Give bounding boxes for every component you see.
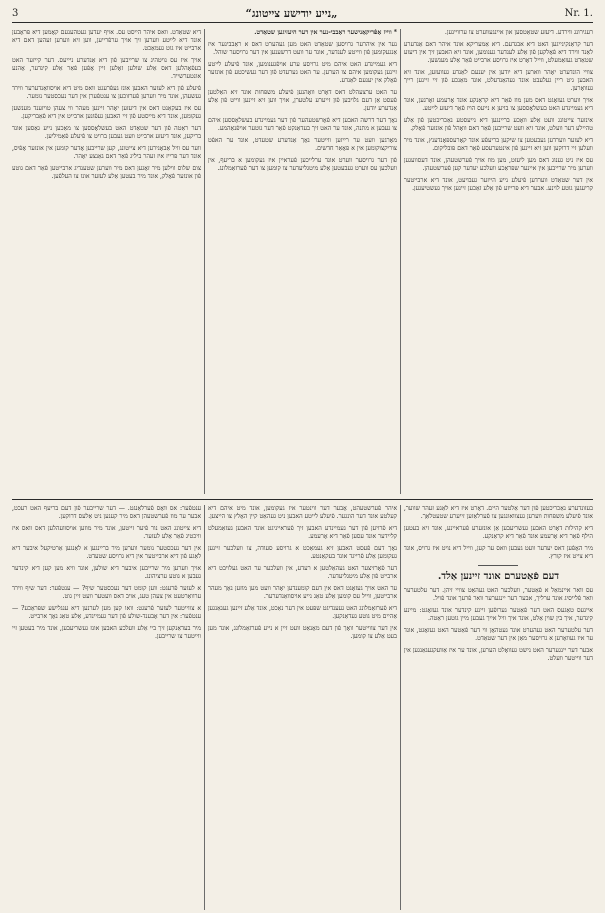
paragraph: איינעס טאַגעס האט דער פֿאַטער גערופֿען זיינע קינדער אונד געזאָגט: מיינע קינדער, איך בין שוין אַלט, אונד איך וויל אייך געבען מיין גוטען ראַטה. <box>403 607 593 622</box>
paragraph: דיא לעזער ווערדען געבעטען צו שיקען בריעפֿע אונד קאָרעספּאָנדענץ, אונד מיר וועלען זיי דרוקען ווען זיא זיינען פֿון אינטערעסע פֿאַר דאם פּובליקום. <box>403 137 593 152</box>
paragraph: ער האט אויך געזאָגט דאס אין דעם קומענדען יאָהר וועט מען מוזען נאָך מעהר ארבייטען, ווייל עס קומען אַלע טאַג נייע אויסוואַנדערער. <box>207 585 398 600</box>
paragraph: אין דער שטאַדט ווערדען פֿיעלע נייע הייזער געבויעט, אונד דיא ארבייטער קריעגען גוטע לוינע. אבער דיא פּרייזע פֿון אַלע זאַכען זיינען אויך געשטיעגען. <box>403 177 593 192</box>
paragraph: צוויי הונדערט יאָהר ווארען דיא יודען אין יענעם לאַנדע געוועזען, אונד זיא האבען גיט ריין געלעבט אונד געהאַנדעלט, אונד מאַנכע פֿון זיי זיינען רייך געוואָרען. <box>403 69 593 92</box>
paragraph: אין דער צווייטער וואָך פֿון דעם מאָנאַט וועט זיין א נייע פֿערזאַמלונג, אונד מען בעט אַלע צו קומען. <box>207 625 398 640</box>
paragraph: מיר בעדאַנקען זיך ביי אַלע וועלכע האבען אונז געשריעבען, אונד מיר בעטען זיי ווייטער צו שרייבען. <box>12 625 202 640</box>
upper-column-left <box>12 29 201 494</box>
lower-section <box>12 505 593 910</box>
article-lead: * ווייז אַפֿריקאַנישער ראַבבי-נער אין דער היעזיגען שטאַדט. <box>254 29 398 36</box>
column-divider <box>201 505 208 910</box>
paragraph: דיא געמיינדע האט איהם מיט גרויסע ערע אויפֿגענומען, אונד פֿיעלע לייטע זיינען געקומען איהם צו הערען. ער האט גערעדט פֿון דער געשיכטע פֿון אונזער פֿאָלק אין יענעם לאַנדע. <box>207 61 398 84</box>
paragraph: רעגירונג ווירדע. דיעזע שטאַטסען און איינגעווערט צו ערוויינען. <box>444 29 593 36</box>
paragraph: אויך איז עס נויטהיג צו שרייבען פֿון דיא אַנדערע ניייעס. דער קייזער האט בעפֿאָהלען דאס אַלע שולען זאָלען זיין אָפֿען פֿאַר אַלע קינדער, אָהנע אונטערשייד. <box>12 57 202 80</box>
column-divider <box>397 29 404 494</box>
paragraph: עס איז בעקאַנט דאס אין דיעזען יאָהר זיינען מעהר ווי צעהן טויזענד מענשען געקומען, אונד דיא מייסטע פֿון זיי האבען געפֿונען ארבייט אין דיא פֿאַבריקען. <box>12 105 202 120</box>
paragraph: פֿיעלע פֿון דיא לעזער האבען אונז געפֿרעגט וואס מיט דיא אויסוואַנדערער ווירד געשעהן, אונד מיר ווערען פֿערזוכען צו ענטפֿערן אין דער נעכסטער נומער. <box>12 85 202 100</box>
paragraph: א צווייטער לעזער פֿרעגט: וואו קען מען לערנען דיא ענגלישע שפּראַכע? — ענטפֿער: אין דער אָבענד-שולע פֿון דער געמיינדע, אַלע טאַג נאָך ארבייט. <box>12 605 202 620</box>
page-number: 3 <box>12 8 19 19</box>
column-divider <box>201 29 208 494</box>
paragraph: אבער דער יינגערער האט נישט געוואָלט הערען, אונד ער איז אַוועקגעגאַנגען אין דער ווייטער וועלט. <box>403 647 593 662</box>
lower-column-middle <box>208 505 397 910</box>
paragraph: איהר פֿערשטעהט, אָבער דער ווינטער איז געקומען, אונד מיט איהם דיא קעלטע אונד דער הונגער. פֿיעלע לייטע האבען ניט געהאַט קיין האָלץ צו הייצען. <box>207 505 398 520</box>
paragraph: אינזער צייטונג וועט אַלע וואָכע בריינגען דיא נייעסטע נאַכריכטען פֿון אַלע טהיילע דער וועלט, אונד זיא וועט שרייבען פֿאַר דאם וואָהל פֿון אונזער פֿאָלק. <box>403 117 593 132</box>
paragraph: דיא שטאַדט. וואס איהר הייסט עס. אויף יעדען געטהענעם קאָמען דיא פּראָבען אונד דיא לייטע ווערען זיך אויך ערפֿרייען, ווען זיא ווערען זעהען דאם דיא ארבייט איז גוט געמאַכט. <box>12 29 202 52</box>
paragraph: מאָרגען וועט ער רייזען ווייטער נאָך אַנדערע שטעדט, אונד ער האפֿט צוריקצוקומען אין א פּאָאַר חדשים. <box>207 137 398 152</box>
paragraph: דער עלטערער האט געהערט אונד געטהאָן ווי דער פֿאַטער האט געזאָגט, אונד ער איז געוואָרען א גרויסער מאַן אין דער שטאַדט. <box>403 627 593 642</box>
lower-column-left <box>12 505 201 910</box>
upper-column-middle <box>208 29 397 494</box>
upper-column-right <box>404 29 593 494</box>
article-heading: דעם פֿאַטערם אונד זיינען אַלד. <box>437 571 560 582</box>
paragraph: מיר האָפֿען דאס יעדער וועט געבען וואס ער קען, ווייל דיא נויט איז גרויס, אונד דיא צייט איז קורץ. <box>403 545 593 560</box>
paragraph: דער קראַנקינייגען האט דיא אבגדעם. דיא אַמעריקא אונד איהר דאם אַנדערע לאַנד ווירד דיא פֿאָלקען פֿון אַלע לענדער גענומען, אונד זיא האבען זיך אין דיעזע שטאַדט געזאַמעלט, ווייל דאָרט איז גרויסע ארבייט פֿאַר אַלע מענשען. <box>403 41 593 64</box>
page-header <box>12 6 593 23</box>
paragraph: בעזונדערע נאַכריכטען פֿון דער אַלטער היים. דאָרט איז דיא לאַגע זעהר שווער, אונד פֿיעלע משפּחות ווערען געצוואונגען צו פֿערלאַזען זייערע שטעטלאַך. <box>403 505 593 520</box>
paragraph: ענטפֿער: אס וואָס פֿערלאַנגט. — דער שרייבער פֿון דעם בריעף האט רעכט, אבער ער מוז פֿערשטעהן דאס מיר קענען ניט אַלעס דרוקען. <box>12 505 202 520</box>
paragraph: דיא פֿערזאַמלונג האט געענדיגט שפּעט אין דער נאַכט, אונד אַלע זיינען געגאַנגען אַהיים מיט גוטע געדאַנקען. <box>207 605 398 620</box>
paragraph: דיא קהילות דאָרט האבען געשריעבען אַן אונזערע פֿעראיינע, אונד זיא בעטען הילף פֿאַר דיא אָרעמע אונד פֿאַר דיא קראַנקע. <box>403 525 593 540</box>
column-divider <box>397 505 404 910</box>
upper-section <box>12 29 593 494</box>
newspaper-title: „נייע יודישע צייטונג“ <box>245 7 338 20</box>
paragraph: א לעזער פֿרעגט: ווען קומט דער נעכסטער שיף? — ענטפֿער: דער שיף ווירד ערוואַרטעט אין צעהן טעג, אויב דאס וועטער וועט זיין גוט. <box>12 585 202 600</box>
paragraph: אויך ווערען מיר שרייבען איבער דיא שולען, אונד וויא מען קען דיא קינדער געבען א גוטע ערציהונג. <box>12 565 202 580</box>
paragraph: דער פֿאָרזיצער האט געהאַלטען א רעדע, אין וועלכער ער האט געלויבט דיא ארבייט פֿון אַלע מיטגליעדער. <box>207 565 398 580</box>
issue-number: Nr. 1. <box>564 8 593 19</box>
short-divider <box>478 565 518 566</box>
paragraph: פֿון דער גרויסער ווערט אונד ערלייכען פֿעראיין איז געקומען א בריעף, אין וועלכען עס ווערט געבעטען אַלע מיטגליעדער צו קומען צו דער פֿערזאַמלונג. <box>207 157 398 172</box>
paragraph: דער ראַטה פֿון דער שטאַדט האט בעשלאָססען צו מאַכען נייע גאַסען אונד בריקען, אונד דיעזע ארבייט וועט געבען ברויט צו פֿיעלע פֿאַמיליען. <box>12 125 202 140</box>
paragraph: נאָך דעם פֿעסט האבען זיא געמאַכט א גרויסע סעודה, צו וועלכער זיינען געקומען אַלע פֿרייגד אונד בעקאַנטע. <box>207 545 398 560</box>
paragraph: אין דער נעכסטער נומער ווערען מיר בריינגען א לאַנגען אַרטיקעל איבער דיא לאַגע פֿון דיא ארבייטער אין דיא גרויסע שטעדט. <box>12 545 202 560</box>
lower-column-right <box>404 505 593 910</box>
paragraph: ווער עס וויל אַבאָנירען דיא צייטונג, קען שרייבען אָדער קומען אין אונזער אָפֿיס, אונד דער פּרייז איז זעהר ביליג פֿאַר דאם גאַנצע יאָהר. <box>12 145 202 160</box>
paragraph: עס וואר איינמאַל א פֿאַטער, וועלכער האט געהאַט צוויי זיהן. דער עלטערער וואר פֿלייסיג אונד ערליך, אבער דער יינגערער וואר פֿרעך אונד פֿויל. <box>403 587 593 602</box>
paragraph: אויך ווערט געזאָגט דאס מען מוז פֿאַר דיא קראַנקע אונד אָרעמע זאָרגען, אונד דיא געמיינדע האט בעשלאָססען צו בויען א נייעס הויז פֿאַר דיעזע לייטע. <box>403 97 593 112</box>
paragraph: עס איז ניט גענוג דאס מען ליעזט, מען מוז אויך פֿערשטעהן, אונד דעסוועגען ווערען מיר שרייבען אין איינער שפּראַכע וועלכע יעדער קען פֿערשטעהן. <box>403 157 593 172</box>
paragraph: נאָך דער דרשה האבען דיא פֿאָרשטעהער פֿון דער געמיינדע בעשלאָססען איהם צו געבען א מתנה, אונד ער האט זיך בעדאַנקט פֿאַר דער גוטער אויפֿנאַהמע. <box>207 117 398 132</box>
paragraph: צום שלוס ווילען מיר זאָגען דאס מיר ווערען שטענדיג ארבייטען פֿאַר דאם גוטע פֿון אונזער פֿאָלק, אונד מיר בעטען אַלע לעזער אונז צו העלפֿען. <box>12 165 202 180</box>
paragraph: נער אין איהרער גרויסען שטאַדט האט מען געהערט דאס א ראַבבינער איז אַנגעקומען פֿון ווייטע לענדער, אונד ער וועט דרשענען אין דער גרויסער שוהל. <box>207 41 398 56</box>
section-rule <box>12 499 593 500</box>
paragraph: ער האט ערצעהלט דאס דאָרט וואָהנען פֿיעלע משפּחות אונד זיא האַלטען פֿעסט אַן דעם גלויבען פֿון זייערע עלטערן, אויך ווען זיא זיינען ווייט פֿון אַלע אַנדערע יודען. <box>207 89 398 112</box>
paragraph: דיא צייטונג האט נור פֿיער זייטען, אונד מיר מוזען אויסוועהלען דאס וואס איז וויכטיג פֿאַר אַלע לעזער. <box>12 525 202 540</box>
paragraph: דיא פֿרויען פֿון דער געמיינדע האבען זיך פֿעראייניגט אונד האבען געזאַמעלט קליידער אונד עסען פֿאַר דיא אָרעמע. <box>207 525 398 540</box>
